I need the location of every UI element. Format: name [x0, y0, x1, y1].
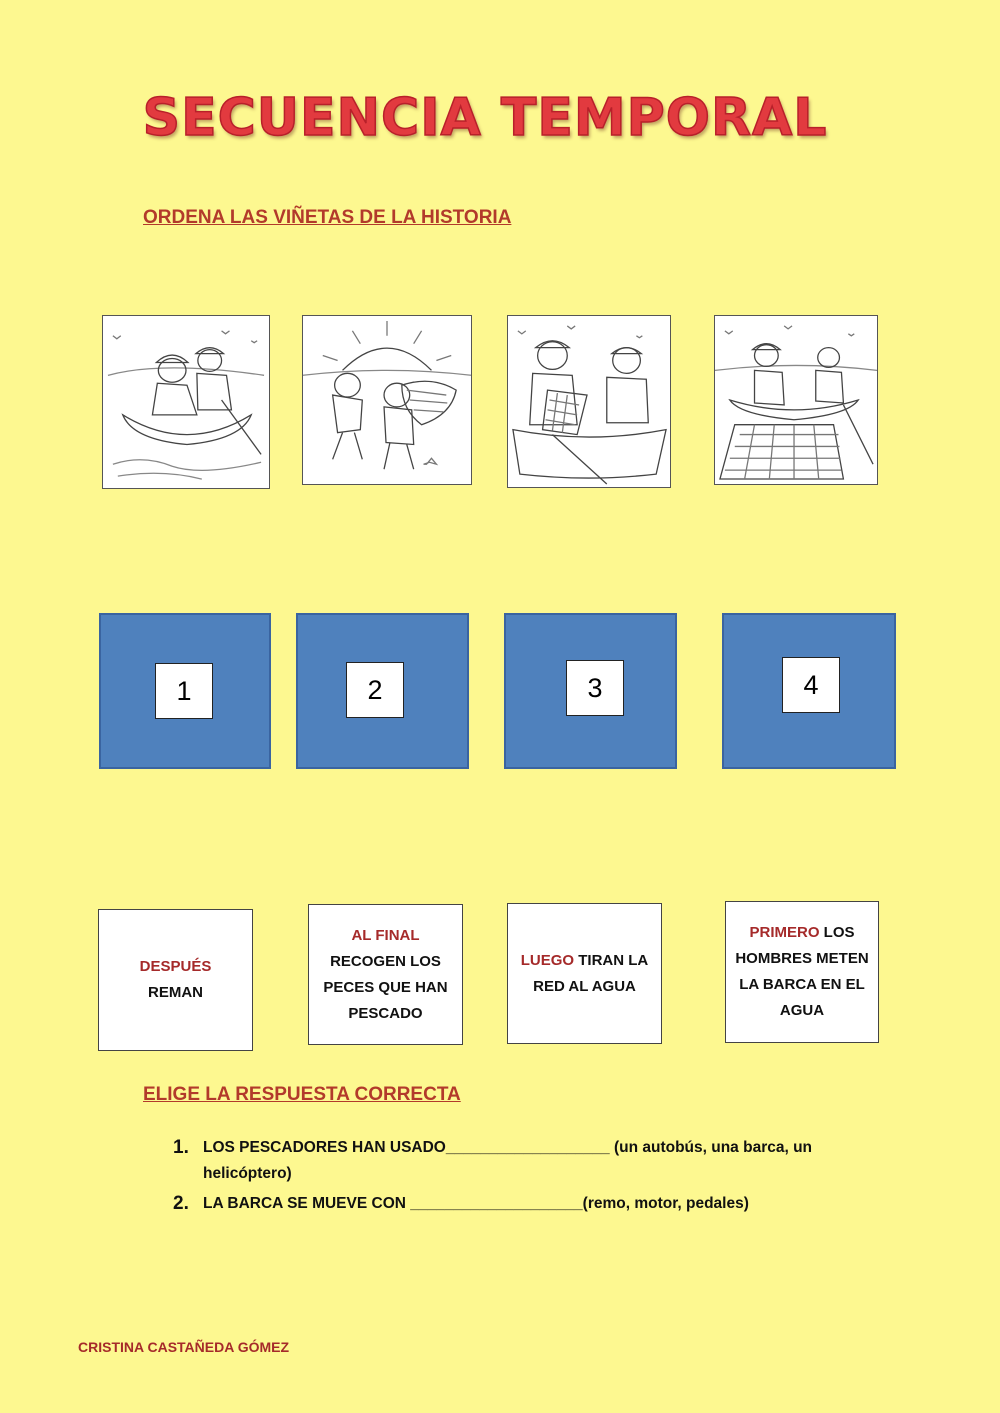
- question-number: 1.: [173, 1137, 189, 1158]
- text-card-2[interactable]: [308, 904, 463, 1045]
- picture-tile-4[interactable]: [714, 315, 878, 485]
- picture-tile-2[interactable]: [302, 315, 472, 485]
- fishermen-rowing-boat-illustration: [103, 316, 269, 488]
- card-keyword: AL FINAL: [351, 926, 420, 944]
- picture-tile-3[interactable]: [507, 315, 671, 488]
- drop-slot-3[interactable]: [504, 613, 677, 769]
- card-text: LOS HOMBRES METEN LA BARCA EN EL AGUA: [735, 924, 869, 1019]
- page-title: SECUENCIA TEMPORAL: [142, 88, 828, 148]
- slot-number-1: 1: [155, 663, 213, 719]
- question-1[interactable]: [173, 1135, 853, 1187]
- drop-slot-1[interactable]: [99, 613, 271, 769]
- slot-number-3: 3: [566, 660, 624, 716]
- instruction-heading-order: ORDENA LAS VIÑETAS DE LA HISTORIA: [143, 207, 512, 228]
- fishermen-casting-net-illustration: [715, 316, 877, 484]
- instruction-heading-choose: ELIGE LA RESPUESTA CORRECTA: [143, 1084, 461, 1105]
- drop-slot-2[interactable]: [296, 613, 469, 769]
- slot-number-2: 2: [346, 662, 404, 718]
- drop-slot-4[interactable]: [722, 613, 896, 769]
- card-text: TIRAN LA RED AL AGUA: [533, 951, 649, 995]
- card-keyword: LUEGO: [520, 951, 575, 969]
- slot-number-4: 4: [782, 657, 840, 713]
- question-2[interactable]: [173, 1191, 853, 1217]
- fishermen-pushing-boat-illustration: [303, 316, 471, 484]
- author-footer: CRISTINA CASTAÑEDA GÓMEZ: [78, 1339, 290, 1355]
- question-number: 2.: [173, 1193, 189, 1214]
- question-text: LA BARCA SE MUEVE CON ____________________(remo, motor, pedales): [203, 1195, 749, 1212]
- picture-tile-1[interactable]: [102, 315, 270, 489]
- question-text: LOS PESCADORES HAN USADO___________________ (un autobús, una barca, un helicóptero): [203, 1139, 813, 1182]
- text-card-4[interactable]: [725, 901, 879, 1043]
- fishermen-collecting-fish-illustration: [508, 316, 670, 487]
- card-keyword: DESPUÉS: [139, 958, 212, 975]
- card-keyword: PRIMERO: [749, 924, 820, 941]
- card-text: REMAN: [147, 984, 203, 1001]
- text-card-3[interactable]: [507, 903, 662, 1044]
- text-card-1[interactable]: [98, 909, 253, 1051]
- card-text: RECOGEN LOS PECES QUE HAN PESCADO: [323, 952, 448, 1022]
